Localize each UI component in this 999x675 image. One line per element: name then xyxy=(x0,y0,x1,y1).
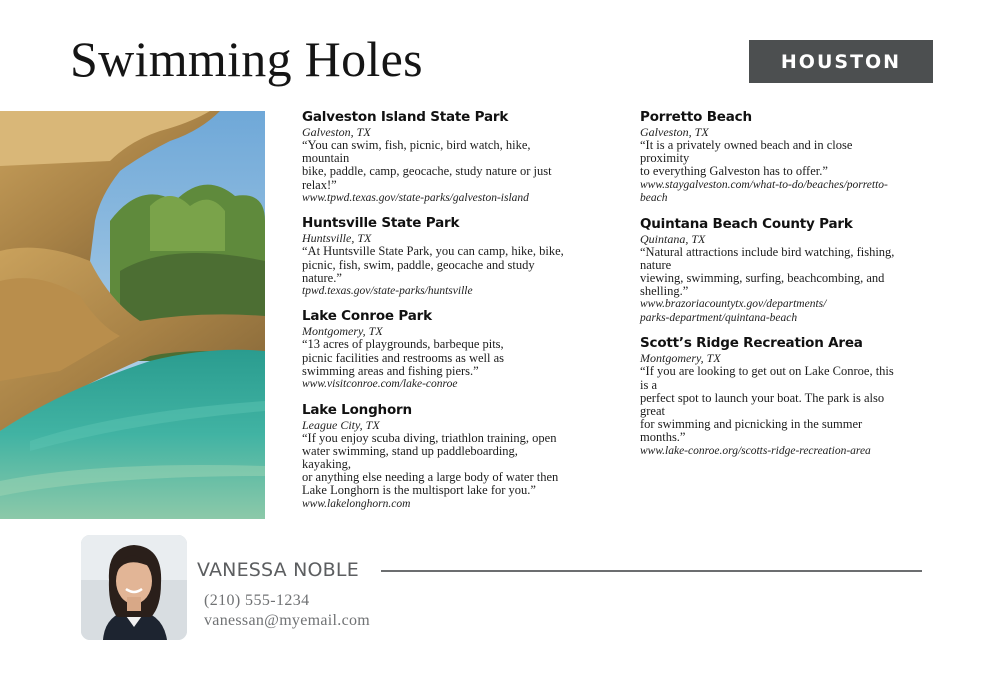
list-item xyxy=(640,215,940,326)
entry-name: Lake Conroe Park xyxy=(302,308,432,325)
entry-description: “If you enjoy scuba diving, triathlon training, open water swimming, stand up paddleboarding, kayaking, or anything else needing a large body of water then Lake Longhorn is the multisport lake for you.” xyxy=(302,430,559,498)
page-title: Swimming Holes xyxy=(70,31,423,87)
entry-description: “You can swim, fish, picnic, bird watch, hike, mountain bike, paddle, camp, geocache, study nature or just relax!” xyxy=(302,138,552,192)
entry-description: “Natural attractions include bird watching, fishing, nature viewing, swimming, surfing, beachcombing, and shelling.” xyxy=(640,244,895,299)
entry-location: Galveston, TX xyxy=(640,125,709,139)
entry-name: Galveston Island State Park xyxy=(302,109,509,125)
entry-description: “It is a privately owned beach and in close proximity to everything Galveston has to offer.” xyxy=(640,138,853,179)
avatar xyxy=(81,535,187,640)
entry-url: www.staygalveston.com/what-to-do/beaches/porretto- beach xyxy=(640,178,888,205)
agent-email: vanessan@myemail.com xyxy=(204,612,371,629)
entry-name: Huntsville State Park xyxy=(302,215,460,232)
divider xyxy=(381,570,922,572)
list-item xyxy=(302,307,602,391)
entry-url: www.lake-conroe.org/scotts-ridge-recreation-area xyxy=(640,444,871,457)
entry-location: Huntsville, TX xyxy=(302,231,372,246)
list-item xyxy=(640,108,940,206)
swimming-hole-photo xyxy=(0,111,265,519)
agent-phone: (210) 555-1234 xyxy=(204,592,310,609)
entry-name: Quintana Beach County Park xyxy=(640,215,853,232)
entry-location: Montgomery, TX xyxy=(302,324,383,339)
entry-location: League City, TX xyxy=(302,417,380,432)
entries-right-column xyxy=(640,108,940,467)
entries-left-column xyxy=(302,108,602,520)
entry-location: Galveston, TX xyxy=(302,125,371,139)
entry-url: www.tpwd.texas.gov/state-parks/galveston-island xyxy=(302,191,529,204)
entry-location: Quintana, TX xyxy=(640,231,706,246)
list-item xyxy=(640,334,940,458)
entry-url: www.lakelonghorn.com xyxy=(302,497,411,510)
entry-url: tpwd.texas.gov/state-parks/huntsville xyxy=(302,284,473,297)
city-badge: HOUSTON xyxy=(749,40,933,83)
entry-name: Lake Longhorn xyxy=(302,401,412,418)
entry-description: “If you are looking to get out on Lake Conroe, this is a perfect spot to launch your boat. The park is also great for swimming and picnicking in the summer months.” xyxy=(640,364,894,445)
list-item xyxy=(302,108,602,205)
entry-name: Porretto Beach xyxy=(640,109,752,125)
entry-description: “At Huntsville State Park, you can camp, hike, bike, picnic, fish, swim, paddle, geocache and study nature.” xyxy=(302,244,564,285)
list-item xyxy=(302,401,602,512)
entry-description: “13 acres of playgrounds, barbeque pits, picnic facilities and restrooms as well as swimming areas and fishing piers.” xyxy=(302,337,505,378)
entry-url: www.brazoriacountytx.gov/departments/ parks-department/quintana-beach xyxy=(640,298,827,324)
entry-location: Montgomery, TX xyxy=(640,351,721,366)
entry-url: www.visitconroe.com/lake-conroe xyxy=(302,378,458,391)
agent-name: VANESSA NOBLE xyxy=(197,559,359,581)
entry-name: Scott’s Ridge Recreation Area xyxy=(640,335,863,352)
list-item xyxy=(302,214,602,298)
